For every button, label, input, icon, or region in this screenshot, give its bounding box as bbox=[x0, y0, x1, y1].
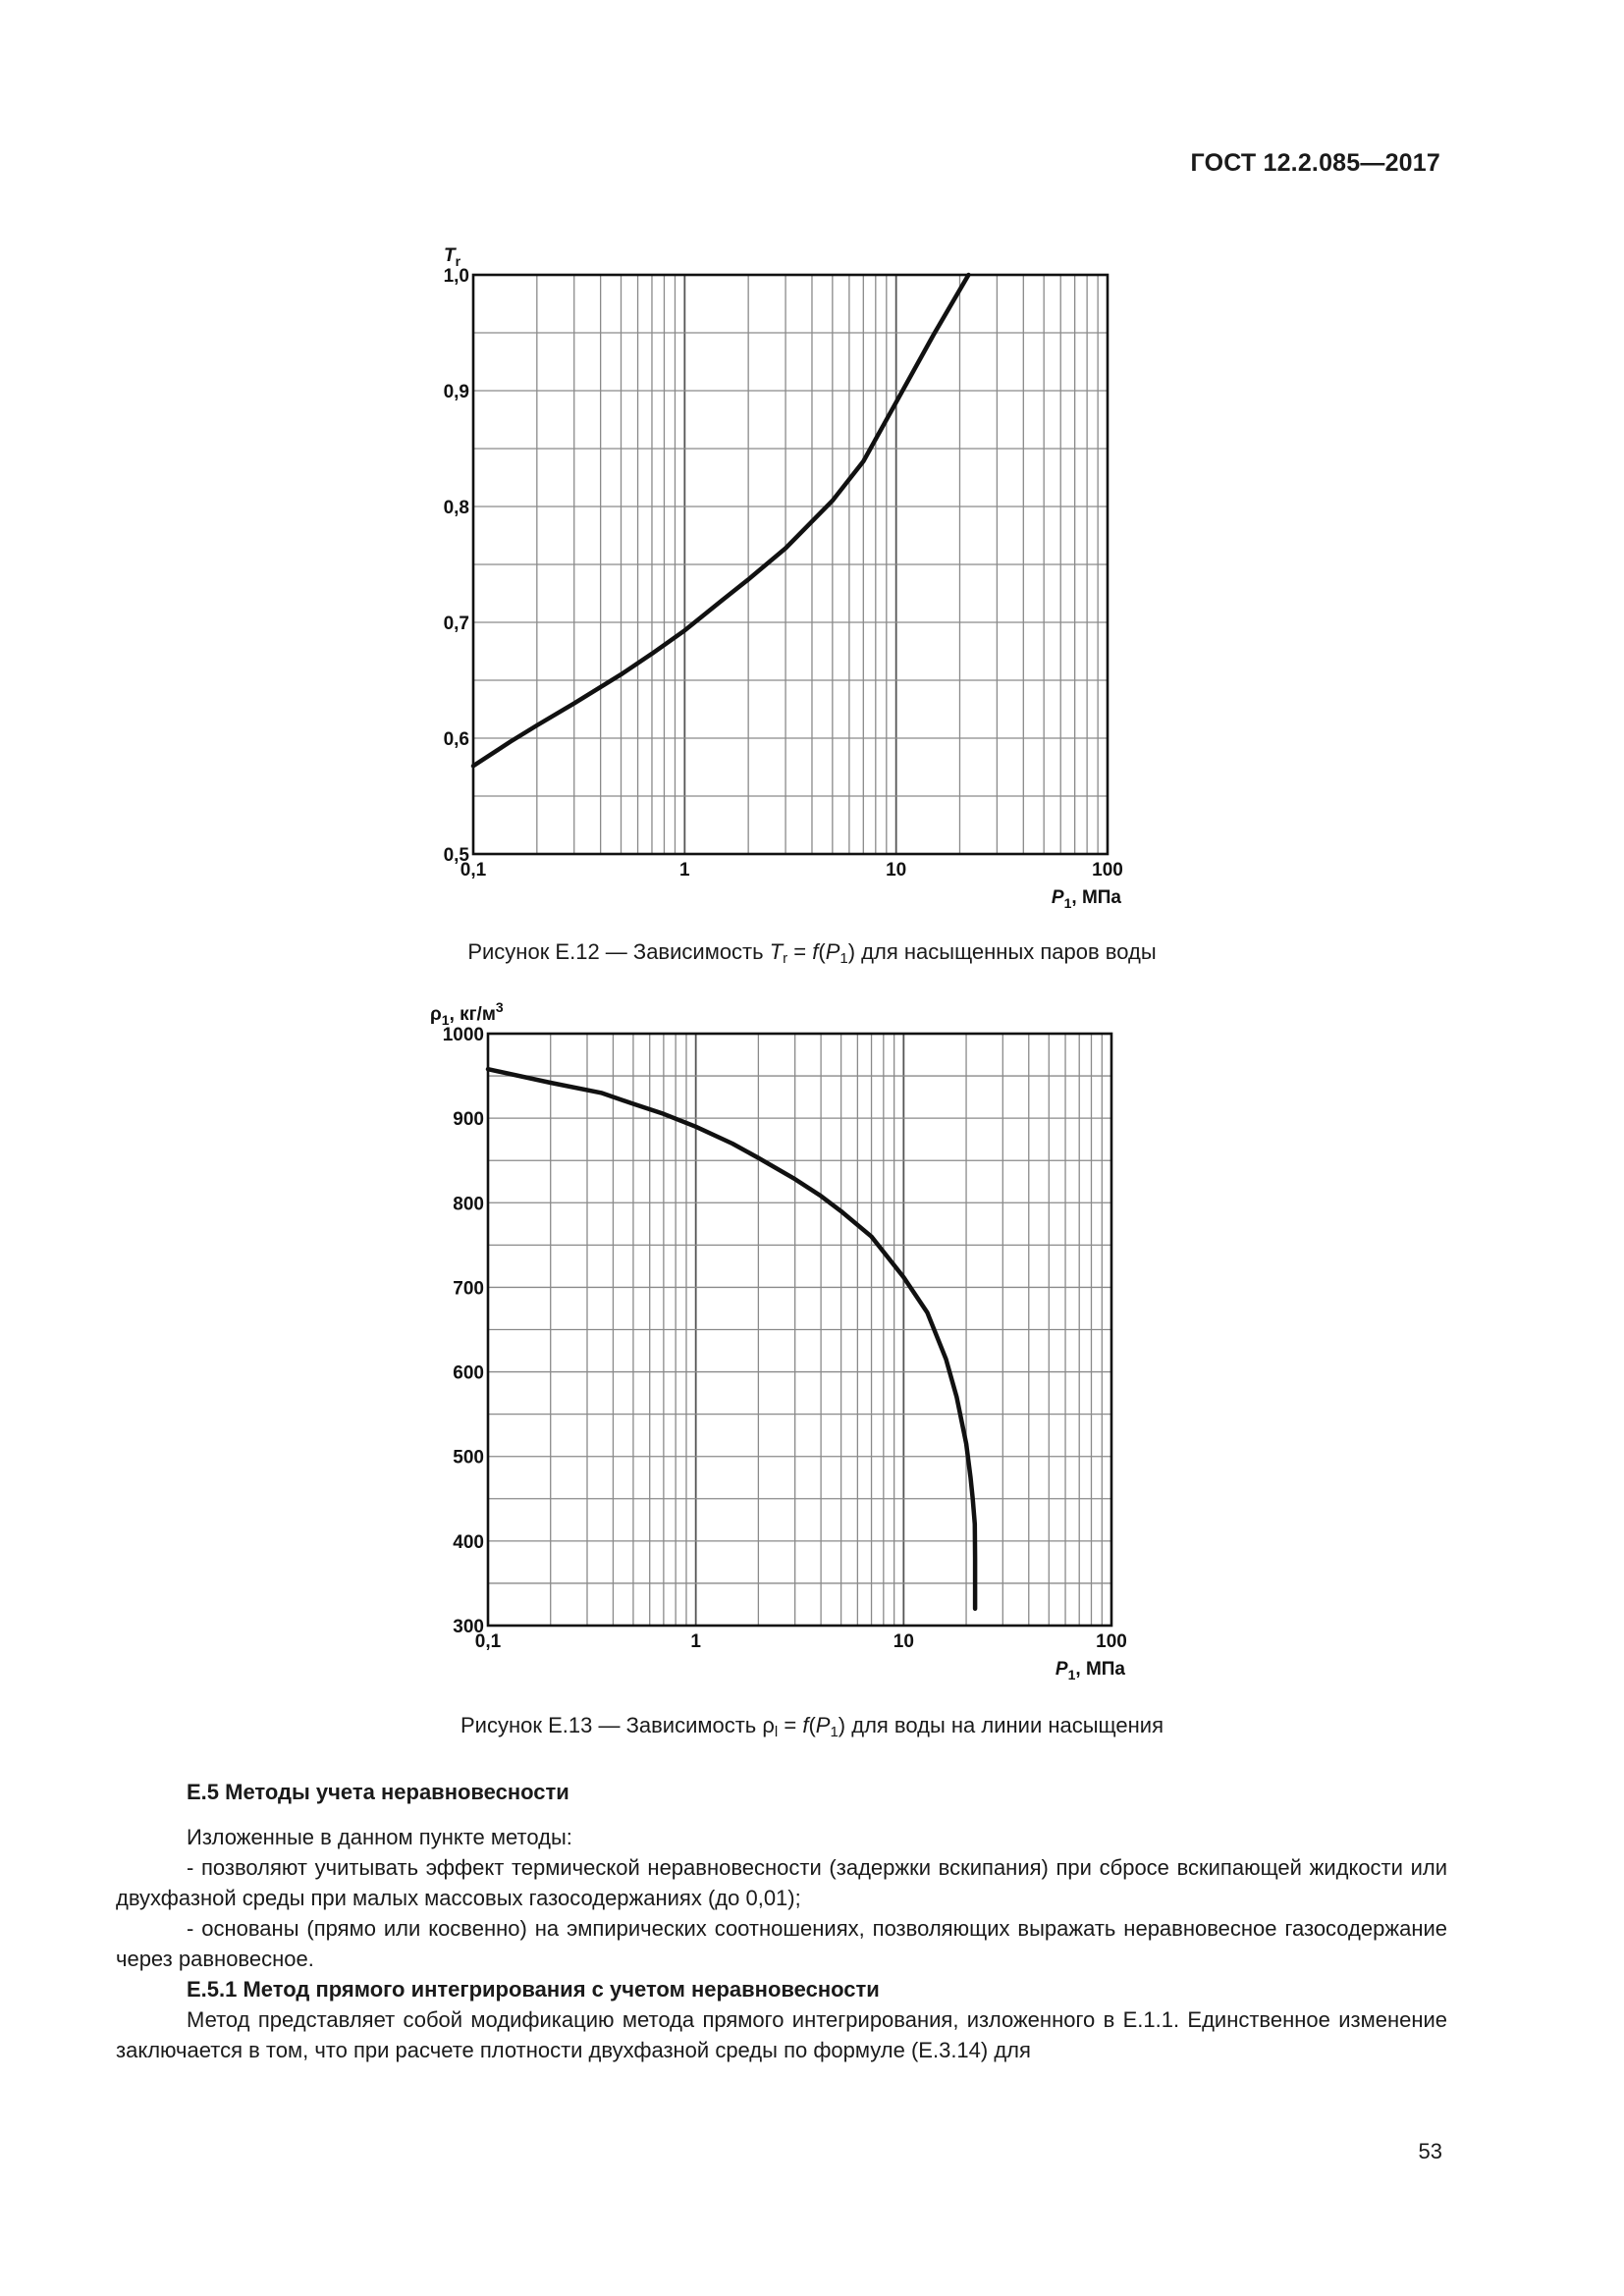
caption-argument: P bbox=[815, 1713, 831, 1737]
y-axis-title-var: T bbox=[444, 245, 456, 266]
x-tick-label: 10 bbox=[886, 860, 907, 881]
x-axis-title-unit: , МПа bbox=[1075, 1659, 1125, 1680]
y-tick-label: 700 bbox=[453, 1278, 484, 1300]
x-tick-label: 0,1 bbox=[460, 860, 487, 881]
caption-equals: = bbox=[778, 1713, 803, 1737]
y-axis-title-sub: r bbox=[455, 253, 461, 269]
caption-prefix: Рисунок Е.12 — Зависимость bbox=[467, 939, 770, 964]
caption-prefix: Рисунок Е.13 — Зависимость bbox=[460, 1713, 763, 1737]
list-item-1: - позволяют учитывать эффект термической неравновесности (задержки вскипания) при сбросе вскипающей жидкости или двухфазной среды при малых массовых газосодержаниях (до 0,01); bbox=[116, 1855, 1447, 1910]
y-tick-label: 1000 bbox=[442, 1025, 484, 1045]
caption-variable: ρ bbox=[762, 1713, 775, 1737]
y-axis-title-sup: 3 bbox=[495, 999, 504, 1015]
y-tick-label: 0,7 bbox=[443, 614, 469, 634]
section-body bbox=[116, 1822, 1447, 2065]
caption-variable-sub: r bbox=[783, 950, 788, 967]
x-tick-label: 100 bbox=[1096, 1631, 1127, 1652]
x-axis-title-sub: 1 bbox=[1063, 895, 1072, 911]
caption-paren-close: ) bbox=[847, 939, 856, 964]
y-axis-title bbox=[430, 999, 504, 1028]
y-tick-label: 900 bbox=[453, 1109, 484, 1131]
subsection-paragraph: Метод представляет собой модификацию метода прямого интегрирования, изложенного в Е.1.1. Единственное изменение заключается в том, что при расчете плотности двухфазной среды по формуле (Е.3.14) для bbox=[116, 2007, 1447, 2062]
x-axis-title bbox=[1056, 1659, 1126, 1682]
caption-suffix: для насыщенных паров воды bbox=[855, 939, 1157, 964]
document-standard-number: ГОСТ 12.2.085—2017 bbox=[1190, 149, 1440, 177]
y-tick-label: 400 bbox=[453, 1531, 484, 1553]
caption-argument-sub: 1 bbox=[830, 1724, 839, 1740]
y-tick-label: 500 bbox=[453, 1447, 484, 1468]
figure-caption-e13 bbox=[0, 1713, 1624, 1740]
x-tick-label: 100 bbox=[1092, 860, 1123, 881]
section-heading: Е.5 Методы учета неравновесности bbox=[187, 1780, 569, 1804]
y-tick-label: 0,5 bbox=[443, 845, 469, 866]
y-tick-label: 300 bbox=[453, 1617, 484, 1637]
y-axis-title-sub: 1 bbox=[441, 1012, 450, 1028]
data-series-line bbox=[488, 1069, 975, 1609]
x-tick-label: 10 bbox=[893, 1631, 914, 1652]
y-tick-label: 600 bbox=[453, 1362, 484, 1384]
y-axis-title-var: ρ bbox=[430, 1004, 442, 1025]
caption-paren-close: ) bbox=[838, 1713, 846, 1737]
caption-equals: = bbox=[787, 939, 813, 964]
y-axis-title-unit: , кг/м bbox=[449, 1004, 496, 1025]
caption-paren-open: ( bbox=[808, 1713, 816, 1737]
x-tick-label: 1 bbox=[690, 1631, 701, 1652]
section-intro: Изложенные в данном пункте методы: bbox=[187, 1825, 572, 1849]
list-item-2: - основаны (прямо или косвенно) на эмпирических соотношениях, позволяющих выражать неравновесное газосодержание через равновесное. bbox=[116, 1916, 1447, 1971]
caption-argument: P bbox=[825, 939, 840, 964]
grid bbox=[488, 1034, 1111, 1626]
y-tick-label: 0,6 bbox=[443, 729, 469, 750]
x-axis-title-unit: , МПа bbox=[1071, 887, 1121, 908]
y-tick-label: 0,8 bbox=[443, 498, 469, 518]
page-number: 53 bbox=[1418, 2139, 1442, 2163]
x-tick-label: 0,1 bbox=[474, 1631, 502, 1652]
caption-paren-open: ( bbox=[818, 939, 826, 964]
x-axis-title-var: P bbox=[1051, 887, 1064, 908]
caption-suffix: для воды на линии насыщения bbox=[845, 1713, 1164, 1737]
subsection-heading: Е.5.1 Метод прямого интегрирования с учетом неравновесности bbox=[187, 1977, 880, 2002]
x-tick-label: 1 bbox=[679, 860, 690, 881]
x-axis-title-sub: 1 bbox=[1067, 1667, 1076, 1682]
y-tick-label: 800 bbox=[453, 1194, 484, 1215]
caption-variable: T bbox=[769, 939, 784, 964]
x-axis-title-var: P bbox=[1055, 1659, 1068, 1680]
caption-variable-sub: l bbox=[774, 1724, 779, 1740]
caption-argument-sub: 1 bbox=[839, 950, 848, 967]
caption-function: f bbox=[812, 939, 819, 964]
caption-function: f bbox=[802, 1713, 809, 1737]
y-tick-label: 1,0 bbox=[443, 266, 469, 287]
y-tick-label: 0,9 bbox=[443, 382, 469, 402]
